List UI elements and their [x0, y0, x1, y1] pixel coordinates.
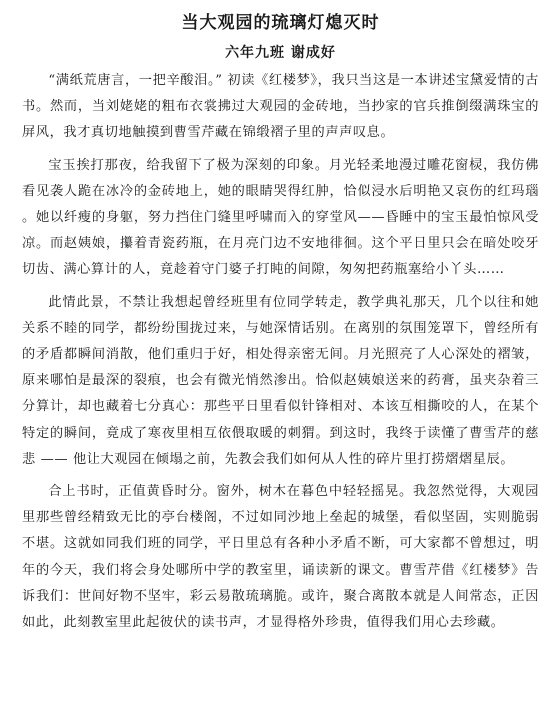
paragraph-1: “满纸荒唐言，一把辛酸泪。” 初读《红楼梦》，我只当这是一本讲述宝黛爱情的古书。然而，当刘姥姥的粗布衣裳拂过大观园的金砖地，当抄家的官兵推倒缀满珠宝的屏风，我才真切地触摸到曹雪芹藏在锦缎褶子里的声声叹息。 — [22, 73, 539, 141]
author-byline: 六年九班 谢成好 — [225, 45, 336, 61]
essay-title: 当大观园的琉璃灯熄灭时 — [181, 13, 380, 33]
paragraph-3: 此情此景，不禁让我想起曾经班里有位同学转走，教学典礼那天，几个以往和她关系不睦的同学，都纷纷围拢过来，与她深情话别。在离别的氛围笼罩下，曾经所有的矛盾都瞬间消散，他们重归于好，相处得亲密无间。月光照亮了人心深处的褶皱，原来哪怕是最深的裂痕，也会有微光悄然渗出。恰似赵姨娘送来的药膏，虽夹杂着三分算计，却也藏着七分真心：那些平日里看似针锋相对、本该互相撕咬的人，在某个特定的瞬间，竟成了寒夜里相互依偎取暖的刺猬。到这时，我终于读懂了曹雪芹的慈悲 —— 他让大观园在倾塌之前，先教会我们如何从人性的碎片里打捞熠熠星辰。 — [22, 294, 539, 467]
paragraph-4: 合上书时，正值黄昏时分。窗外，树木在暮色中轻轻摇晃。我忽然觉得，大观园里那些曾经精致无比的亭台楼阁，不过如同沙地上垒起的城堡，看似坚固，实则脆弱不堪。这就如同我们班的同学，平日里总有各种小矛盾不断，可大家都不曾想过，明年的今天，我们将会身处哪所中学的教室里，诵读新的课文。曹雪芹借《红楼梦》告诉我们：世间好物不坚牢，彩云易散琉璃脆。或许，聚合离散本就是人间常态，正因如此，此刻教室里此起彼伏的读书声，才显得格外珍贵，值得我们用心去珍藏。 — [22, 484, 539, 631]
paragraph-2: 宝玉挨打那夜，给我留下了极为深刻的印象。月光轻柔地漫过雕花窗棂，我仿佛看见袭人跪在冰冷的金砖地上，她的眼睛哭得红肿，恰似浸水后明艳又哀伤的红玛瑙 。她以纤瘦的身躯，努力挡住门缝里呼啸而入的穿堂风——昏睡中的宝玉最怕惊风受凉。而赵姨娘，攥着青瓷药瓶，在月亮门边不安地徘徊。这个平日里只会在暗处咬牙切齿、满心算计的人，竟趁着守门婆子打盹的间隙，匆匆把药瓶塞给小丫头…… — [22, 157, 539, 278]
